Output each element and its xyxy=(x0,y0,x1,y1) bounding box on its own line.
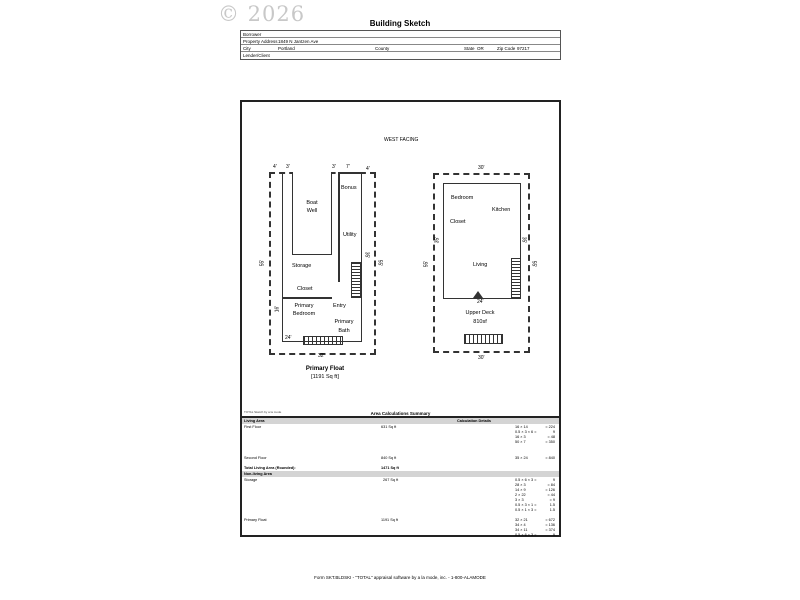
zip-label: Zip Code xyxy=(497,46,516,51)
dim-left-inner: 35' xyxy=(434,236,441,244)
address-label: Property Address xyxy=(243,39,278,44)
state-label: State xyxy=(464,46,475,51)
room-primary-bedroom: Primary Bedroom xyxy=(292,303,316,317)
first-floor-area: 631 Sq ft xyxy=(381,425,397,429)
second-floor-label: Second Floor xyxy=(244,456,267,460)
dim-left-outer: 55' xyxy=(423,260,430,268)
page-title: Building Sketch xyxy=(369,19,431,28)
first-floor-row xyxy=(242,424,559,456)
calc-expr: 16 × 14 xyxy=(515,425,528,429)
dim-top-e: 4' xyxy=(366,166,370,172)
dim-top-b: 3' xyxy=(286,164,290,170)
dim-right-inner: 35' xyxy=(520,236,527,244)
calc-result: = 126 xyxy=(545,488,555,492)
primary-float-area: [1191 Sq ft] xyxy=(311,374,339,380)
second-floor-area: 840 Sq ft xyxy=(381,456,397,460)
room-entry: Entry xyxy=(333,303,346,309)
city-row xyxy=(241,45,560,52)
calc-result: = 44 xyxy=(547,493,555,497)
upper-deck-caption: Upper Deck xyxy=(465,310,495,316)
total-living-label: Total Living Area (Rounded): xyxy=(244,466,296,470)
calc-result: = 350 xyxy=(545,440,555,444)
borrower-label: Borrower xyxy=(243,32,262,37)
calc-expr: 35 × 24 xyxy=(515,456,528,460)
calc-expr: 3 × 3 xyxy=(515,498,524,502)
room-bedroom: Bedroom xyxy=(451,195,474,201)
upper-deck-area: 810sf xyxy=(473,319,487,325)
dim-bottom: 30' xyxy=(478,355,485,361)
borrower-row xyxy=(241,31,560,38)
orientation-label: WEST FACING xyxy=(384,137,419,143)
deck-stairs xyxy=(464,334,503,344)
first-floor-label: First Floor xyxy=(244,425,262,429)
calc-expr: 14 × 9 xyxy=(515,488,526,492)
closet-wall xyxy=(282,297,332,299)
storage-label: Storage xyxy=(244,478,258,482)
room-utility: Utility xyxy=(343,232,357,238)
lender-row xyxy=(241,52,560,59)
room-living: Living xyxy=(473,262,488,268)
calc-result: = 9 xyxy=(549,498,555,502)
dim-top-c: 3' xyxy=(332,164,336,170)
room-primary-bath: Primary Bath xyxy=(334,319,354,334)
address-value: 1849 N Jantzen Ave xyxy=(278,39,319,44)
calc-result: = 136 xyxy=(545,523,555,527)
calc-result: = 840 xyxy=(545,456,555,460)
dim-top: 30' xyxy=(478,165,485,171)
primary-float-calcs xyxy=(515,518,555,538)
non-living-label: Non-living Area xyxy=(244,472,272,476)
room-closet: Closet xyxy=(450,219,466,225)
storage-area: 267 Sq ft xyxy=(383,478,399,482)
second-floor-row xyxy=(242,456,559,466)
state-value: OR xyxy=(477,46,484,51)
calc-expr: 32 × 21 xyxy=(515,518,528,522)
dim-bottom-inner: 24' xyxy=(285,335,292,341)
utility-wall xyxy=(338,172,340,282)
dim-top-a: 4' xyxy=(273,164,277,170)
dim-right-outer: 55' xyxy=(530,260,537,268)
area-calculations-summary xyxy=(240,408,561,537)
county-label: County xyxy=(375,46,390,51)
dim-inner-left: 16' xyxy=(274,305,281,313)
calc-expr: 0.5 × 6 × 3 = xyxy=(515,478,537,482)
dim-top-d: 7' xyxy=(346,164,350,170)
calc-result: 1.5 xyxy=(549,508,555,512)
calc-result: = 48 xyxy=(547,435,555,439)
upper-stairs xyxy=(511,258,521,299)
calc-expr: 0.5 × 3 × 1 = xyxy=(515,503,537,507)
calc-expr: 0.5 × 6 × 3 = xyxy=(515,533,537,537)
calc-expr: 34 × 11 xyxy=(515,528,528,532)
room-bonus: Bonus xyxy=(341,185,357,191)
calc-result: 9 xyxy=(552,430,555,434)
second-floor-calcs xyxy=(515,456,555,461)
living-area-label: Living Area xyxy=(244,419,265,423)
dim-right: 55' xyxy=(376,259,383,267)
dim-inner-right: 35' xyxy=(363,251,370,259)
storage-row xyxy=(242,477,559,517)
form-footer: Form SKT.BLDSKI - "TOTAL" appraisal software by a la mode, inc. - 1-800-ALAMODE xyxy=(314,575,486,580)
calc-expr: 2 × 22 xyxy=(515,493,526,497)
calc-expr: 28 × 3 xyxy=(515,483,526,487)
primary-float-caption: Primary Float xyxy=(305,366,345,372)
room-closet: Closet xyxy=(297,286,313,292)
first-floor-calcs xyxy=(515,425,555,445)
property-info-table xyxy=(240,30,561,60)
room-boat-well: Boat Well xyxy=(306,200,318,214)
interior-stairs xyxy=(351,262,361,298)
calc-result: = 224 xyxy=(545,425,555,429)
primary-float-row xyxy=(242,517,559,539)
storage-calcs xyxy=(515,478,555,513)
calc-expr: 16 × 3 xyxy=(515,435,526,439)
calc-result: = 84 xyxy=(547,483,555,487)
primary-float-label: Primary Float xyxy=(244,518,267,522)
calc-result: = 672 xyxy=(545,518,555,522)
calc-expr: 50 × 7 xyxy=(515,440,526,444)
calc-expr: 0.5 × 1 × 3 = xyxy=(515,508,537,512)
summary-title: Area Calculations Summary xyxy=(370,411,431,416)
calc-result: 9 xyxy=(552,478,555,482)
calc-result: 1.5 xyxy=(549,503,555,507)
entry-stairs xyxy=(303,336,343,345)
city-label: City xyxy=(243,46,251,51)
calc-result: = 374 xyxy=(545,528,555,532)
address-row xyxy=(241,38,560,45)
calc-expr: 34 × 4 xyxy=(515,523,526,527)
calc-result: 9 xyxy=(552,533,555,537)
dim-inner-bottom: 24' xyxy=(477,299,484,305)
sketch-note: TOTAL Sketch by a la mode xyxy=(244,410,282,414)
bonus-top-wall xyxy=(338,172,362,174)
calc-details-label: Calculation Details xyxy=(457,419,491,423)
room-kitchen: Kitchen xyxy=(492,207,511,213)
primary-float-area-value: 1191 Sq ft xyxy=(381,518,399,522)
calc-expr: 0.5 × 3 × 6 = xyxy=(515,430,537,434)
room-storage: Storage xyxy=(292,263,312,269)
zip-value: 97217 xyxy=(517,46,530,51)
dim-left: 55' xyxy=(259,259,266,267)
lender-label: Lender/Client xyxy=(243,53,270,58)
city-value: Portland xyxy=(278,46,295,51)
dim-bottom: 32' xyxy=(318,353,325,359)
double-door-icon xyxy=(473,291,483,298)
copyright-watermark: © 2026 xyxy=(218,2,306,26)
total-living-value: 1471 Sq ft xyxy=(381,466,399,470)
